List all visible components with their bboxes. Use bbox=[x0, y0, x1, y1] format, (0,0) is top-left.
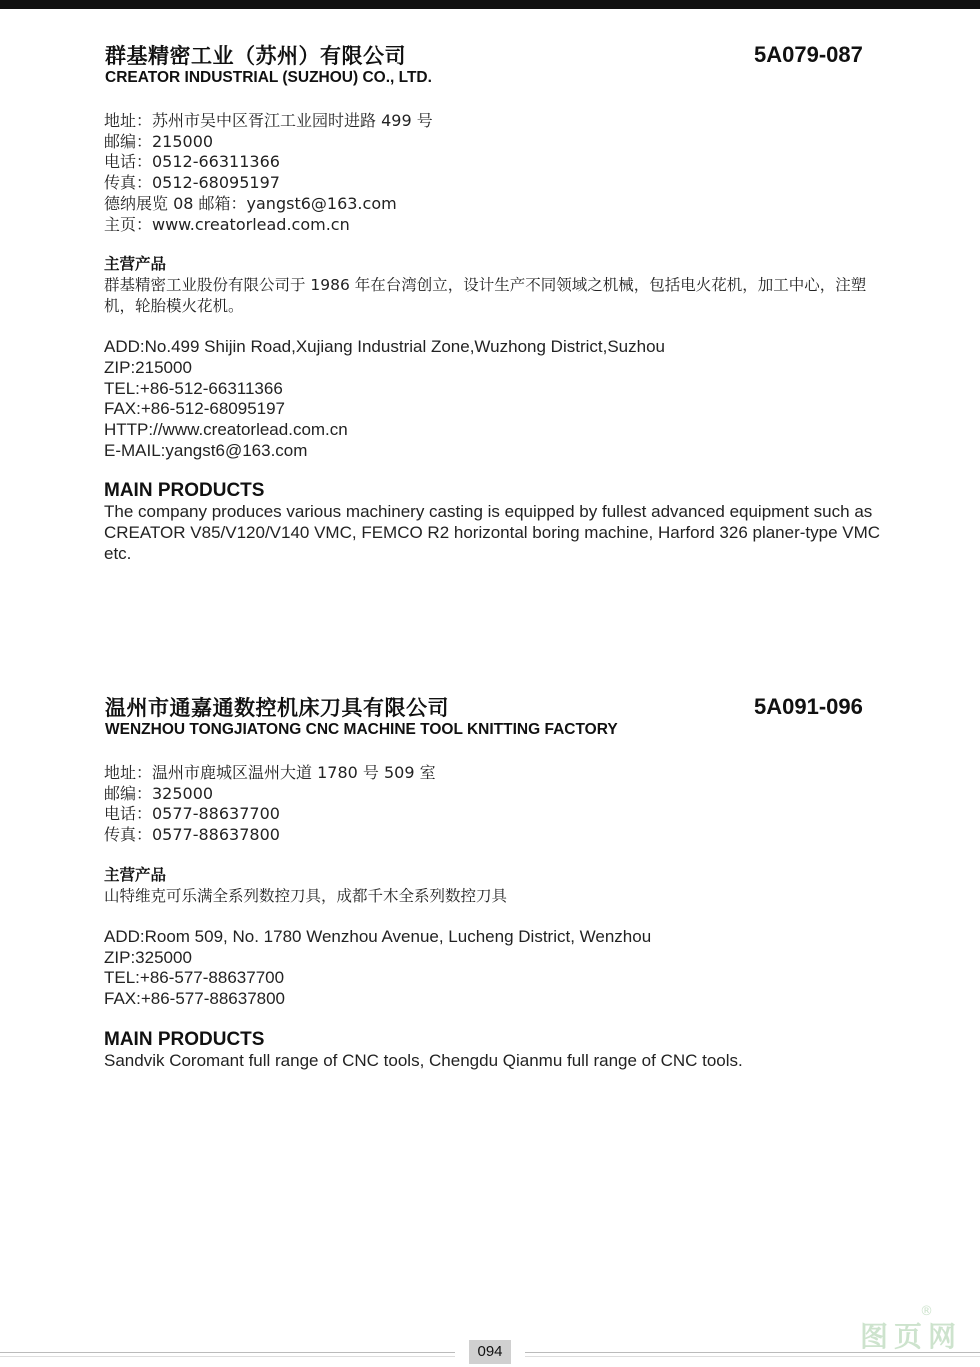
tel-cn: 电话：0577-88637700 bbox=[104, 804, 280, 824]
main-products-cn-heading: 主营产品 bbox=[104, 255, 167, 274]
company-name-en: WENZHOU TONGJIATONG CNC MACHINE TOOL KNITTING FACTORY bbox=[105, 721, 618, 738]
homepage-cn: 主页：www.creatorlead.com.cn bbox=[104, 214, 350, 234]
address-cn: 地址：温州市鹿城区温州大道 1780 号 509 室 bbox=[104, 763, 436, 782]
entry-header bbox=[104, 40, 884, 90]
website-en: HTTP://www.creatorlead.com.cn bbox=[104, 420, 348, 440]
fax-cn: 传真：0512-68095197 bbox=[104, 173, 280, 193]
contact-en bbox=[104, 927, 884, 1010]
address-en: ADD:No.499 Shijin Road,Xujiang Industrial Zone,Wuzhong District,Suzhou bbox=[104, 337, 665, 357]
fax-en: FAX:+86-577-88637800 bbox=[104, 988, 286, 1008]
watermark-registered-mark: ® bbox=[920, 1304, 933, 1319]
main-products-en-text: Sandvik Coromant full range of CNC tools, Chengdu Qianmu full range of CNC tools. bbox=[104, 1050, 743, 1070]
company-name-en: CREATOR INDUSTRIAL (SUZHOU) CO., LTD. bbox=[105, 69, 432, 86]
main-products-cn-text: 群基精密工业股份有限公司于 1986 年在台湾创立，设计生产不同领域之机械，包括电火花机，加工中心，注塑机，轮胎模火花机。 bbox=[104, 276, 867, 316]
main-products-en-text: The company produces various machinery casting is equipped by fullest advanced equipment such as CREATOR V85/V120/V140 VMC, FEMCO R2 horizontal boring machine, Harford 326 planer-type VMC etc. bbox=[104, 502, 881, 563]
zip-en: ZIP:325000 bbox=[104, 947, 192, 967]
main-products-cn-text: 山特维克可乐满全系列数控刀具，成都千木全系列数控刀具 bbox=[104, 886, 508, 905]
exhibitor-entry-2 bbox=[104, 692, 884, 1071]
tel-cn: 电话：0512-66311366 bbox=[104, 152, 280, 172]
tel-en: TEL:+86-512-66311366 bbox=[104, 378, 283, 398]
watermark-logo: 图页网 bbox=[860, 1320, 963, 1353]
exhibitor-entry-1 bbox=[104, 40, 884, 565]
booth-number: 5A091-096 bbox=[754, 694, 863, 719]
fax-en: FAX:+86-512-68095197 bbox=[104, 399, 286, 419]
fax-cn: 传真：0577-88637800 bbox=[104, 825, 280, 845]
footer-rule-left bbox=[0, 1352, 455, 1353]
booth-number: 5A079-087 bbox=[754, 42, 863, 67]
page-number: 094 bbox=[469, 1340, 511, 1364]
main-products-en-heading: MAIN PRODUCTS bbox=[104, 480, 265, 502]
entry-header bbox=[104, 692, 884, 742]
footer-rule-right-secondary bbox=[525, 1356, 980, 1357]
email-en: E-MAIL:yangst6@163.com bbox=[104, 440, 308, 460]
main-products-en-heading: MAIN PRODUCTS bbox=[104, 1028, 265, 1050]
company-name-cn: 群基精密工业（苏州）有限公司 bbox=[105, 44, 406, 68]
address-cn: 地址：苏州市吴中区胥江工业园时进路 499 号 bbox=[104, 111, 433, 130]
contact-cn bbox=[104, 111, 884, 235]
contact-cn bbox=[104, 763, 884, 846]
contact-en bbox=[104, 337, 884, 461]
zip-en: ZIP:215000 bbox=[104, 357, 192, 377]
company-name-cn: 温州市通嘉通数控机床刀具有限公司 bbox=[105, 696, 449, 720]
email-cn: 德纳展览 08 邮箱：yangst6@163.com bbox=[104, 193, 397, 213]
zip-cn: 邮编：325000 bbox=[104, 783, 214, 803]
zip-cn: 邮编：215000 bbox=[104, 131, 214, 151]
footer-rule-left-secondary bbox=[0, 1356, 455, 1357]
top-border-bar bbox=[0, 0, 980, 9]
tel-en: TEL:+86-577-88637700 bbox=[104, 968, 285, 988]
main-products-cn-heading: 主营产品 bbox=[104, 865, 167, 884]
address-en: ADD:Room 509, No. 1780 Wenzhou Avenue, Lucheng District, Wenzhou bbox=[104, 926, 652, 946]
